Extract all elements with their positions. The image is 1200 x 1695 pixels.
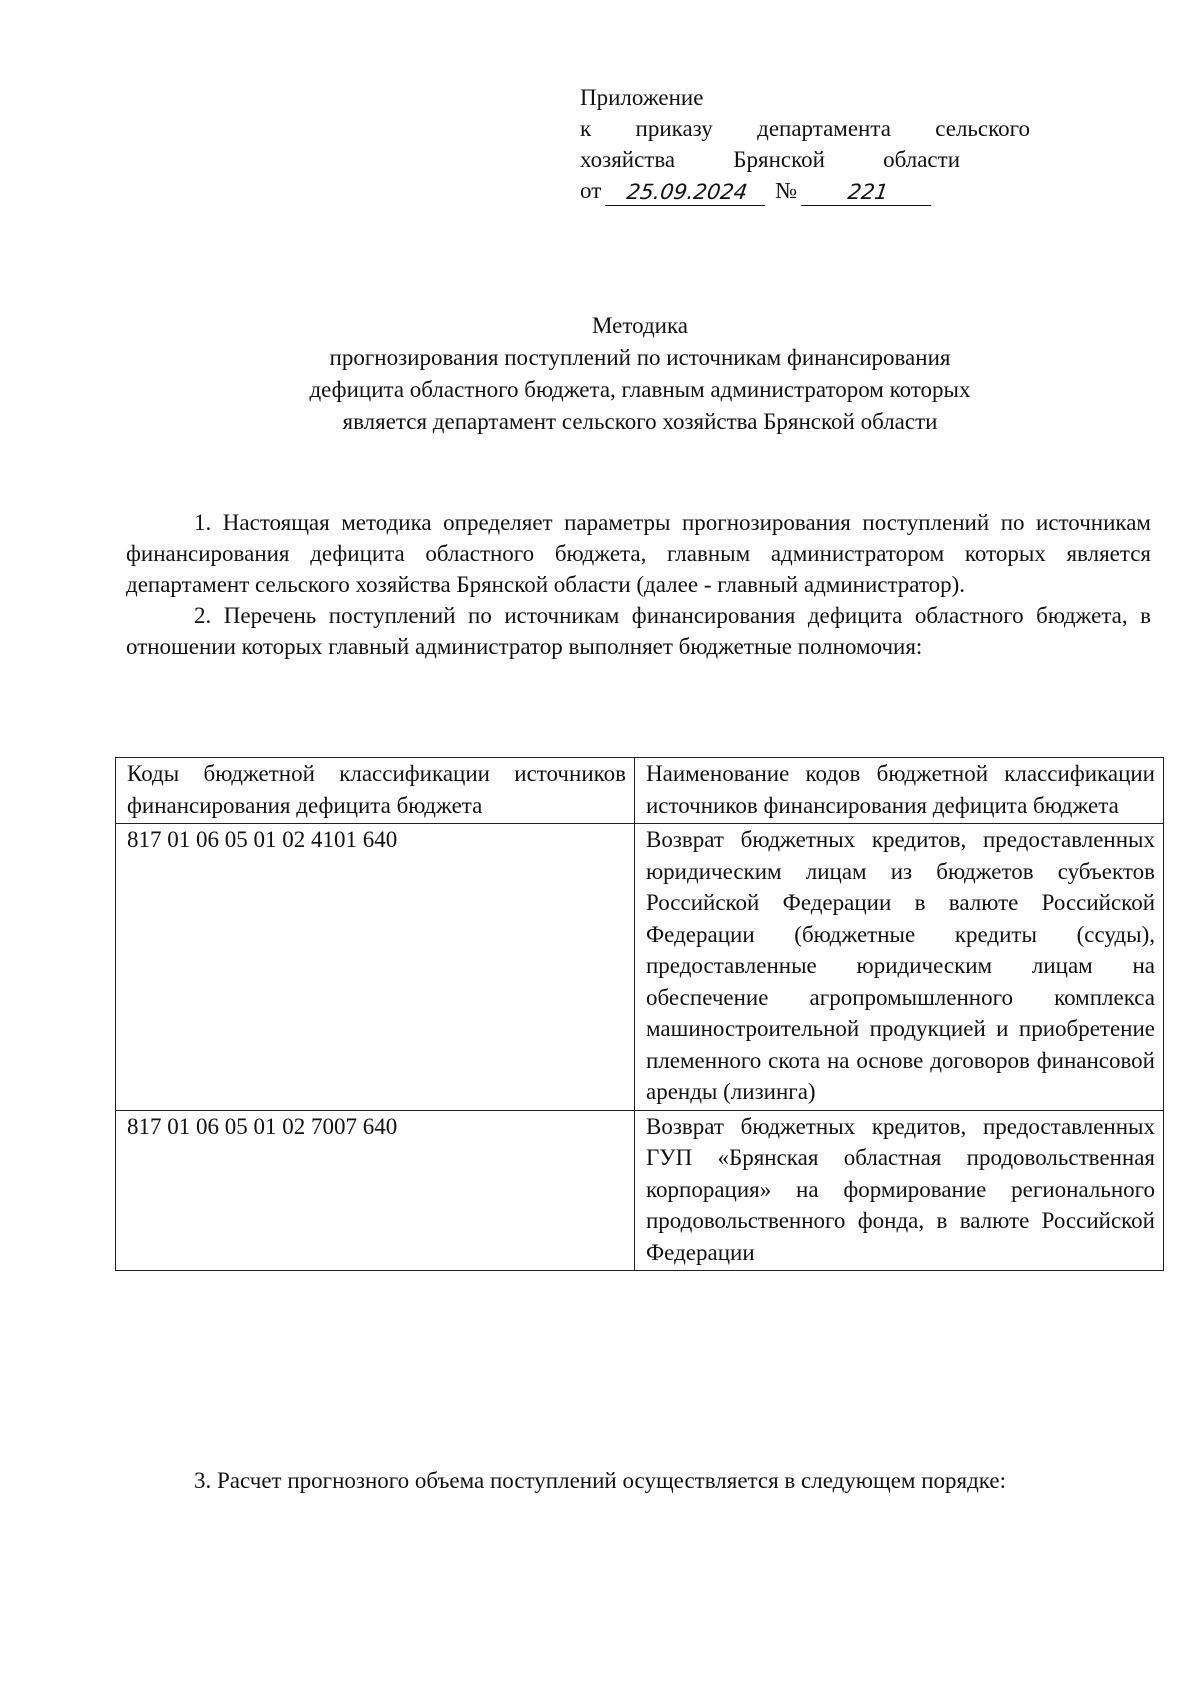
table-cell-code: 817 01 06 05 01 02 4101 640 [116,824,635,1111]
title-line-2: дефицита областного бюджета, главным администратором которых [309,377,971,402]
paragraph-2: 2. Перечень поступлений по источникам финансирования дефицита областного бюджета, в отношении которых главный администратор выполняет бюджетные полномочия: [126,603,1151,659]
body-section-top [126,507,1151,662]
number-prefix: № [775,178,798,203]
title-line-1: прогнозирования поступлений по источникам финансирования [329,345,951,370]
table-header-names: Наименование кодов бюджетной классификации источников финансирования дефицита бюджета [635,758,1164,824]
table-cell-name: Возврат бюджетных кредитов, предоставленных юридическим лицам из бюджетов субъектов Российской Федерации в валюте Российской Федерации (бюджетные кредиты (ссуды), предоставленные юридическим лицам на обеспечение агропромышленного комплекса машиностроительной продукцией и приобретение племенного скота на основе договоров финансовой аренды (лизинга) [635,824,1164,1111]
appendix-department-line: хозяйства Брянской области [580,147,960,172]
budget-codes-table [115,757,1164,1271]
paragraph-3: 3. Расчет прогнозного объема поступлений осуществляется в следующем порядке: [194,1468,1006,1493]
table-row [116,824,1164,1111]
order-date-number-line [580,175,1040,206]
body-section-bottom [126,1465,1151,1496]
table-header-row [116,758,1164,824]
order-date-handwritten: 25.09.2024 [605,179,769,206]
date-prefix: от [580,178,602,203]
appendix-header [580,82,1040,206]
title-line-3: является департамент сельского хозяйства Брянской области [342,409,938,434]
document-title [120,310,1160,438]
appendix-order-line: к приказу департамента сельского [580,116,1030,141]
paragraph-1: 1. Настоящая методика определяет параметры прогнозирования поступлений по источникам финансирования дефицита областного бюджета, главным администратором которых является департамент сельского хозяйства Брянской области (далее - главный администратор). [126,510,1151,597]
appendix-title: Приложение [580,85,704,110]
table-header-codes: Коды бюджетной классификации источников финансирования дефицита бюджета [116,758,635,824]
table-row [116,1110,1164,1271]
table-cell-code: 817 01 06 05 01 02 7007 640 [116,1110,635,1271]
table-cell-name: Возврат бюджетных кредитов, предоставленных ГУП «Брянская областная продовольственная корпорация» на формирование регионального продовольственного фонда, в валюте Российской Федерации [635,1110,1164,1271]
order-number-handwritten: 221 [801,179,935,206]
title-heading: Методика [592,313,688,338]
